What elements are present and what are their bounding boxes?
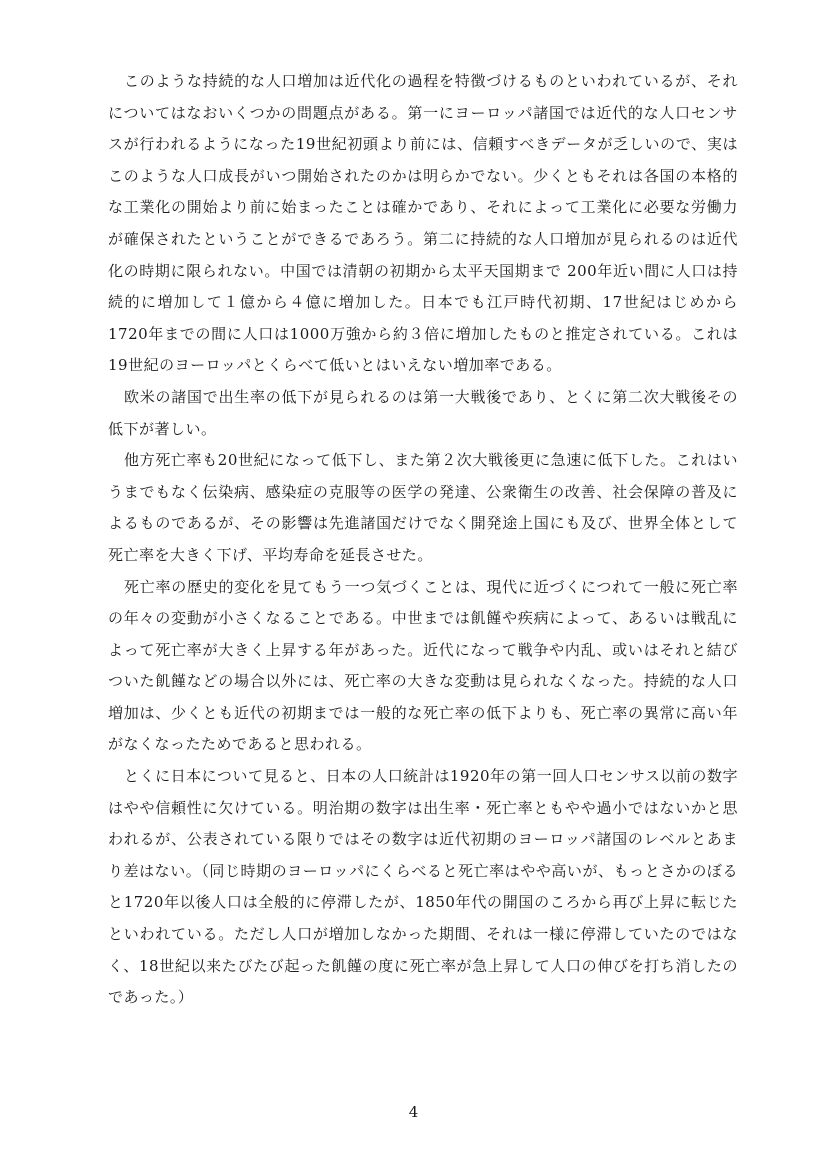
paragraph-death-rate: 他方死亡率も20世紀になって低下し、また第２次大戦後更に急速に低下した。これはいうまでもなく伝染病、感染症の克服等の医学の発達、公衆衛生の改善、社会保障の普及によるものであるが、その影響は先進諸国だけでなく開発途上国にも及び、世界全体として死亡率を大きく下げ、平均寿命を延長させた。 — [108, 451, 738, 564]
body-text — [108, 66, 738, 1014]
paragraph-japan-statistics: とくに日本について見ると、日本の人口統計は1920年の第一回人口センサス以前の数字はやや信頼性に欠けている。明治期の数字は出生率・死亡率ともやや過小ではないかと思われるが、公表されている限りではその数字は近代初期のヨーロッパ諸国のレベルとあまり差はない。（同じ時期のヨーロッパにくらべると死亡率はやや高いが、もっとさかのぼると1720年以後人口は全般的に停滞したが、1850年代の開国のころから再び上昇に転じたといわれている。ただし人口が増加しなかった期間、それは一様に停滞していたのではなく、18世紀以来たびたび起った飢饉の度に死亡率が急上昇して人口の伸びを打ち消したのであった。） — [108, 767, 738, 1007]
page-number: 4 — [408, 1103, 419, 1121]
paragraph-mortality-fluctuation: 死亡率の歴史的変化を見てもう一つ気づくことは、現代に近づくにつれて一般に死亡率の年々の変動が小さくなることである。中世までは飢饉や疾病によって、あるいは戦乱によって死亡率が大きく上昇する年があった。近代になって戦争や内乱、或いはそれと結びついた飢饉などの場合以外には、死亡率の大きな変動は見られなくなった。持続的な人口増加は、少くとも近代の初期までは一般的な死亡率の低下よりも、死亡率の異常に高い年がなくなったためであると思われる。 — [108, 577, 738, 754]
paragraph-population-growth: このような持続的な人口増加は近代化の過程を特徴づけるものといわれているが、それについてはなおいくつかの問題点がある。第一にヨーロッパ諸国では近代的な人口センサスが行われるようになった19世紀初頭より前には、信頼すべきデータが乏しいので、実はこのような人口成長がいつ開始されたのかは明らかでない。少くともそれは各国の本格的な工業化の開始より前に始まったことは確かであり、それによって工業化に必要な労働力が確保されたということができるであろう。第二に持続的な人口増加が見られるのは近代化の時期に限られない。中国では清朝の初期から太平天国期まで 200年近い間に人口は持続的に増加して１億から４億に増加した。日本でも江戸時代初期、17世紀はじめから1720年までの間に人口は1000万強から約３倍に増加したものと推定されている。これは19世紀のヨーロッパとくらべて低いとはいえない増加率である。 — [108, 72, 738, 375]
paragraph-birth-rate: 欧米の諸国で出生率の低下が見られるのは第一大戦後であり、とくに第二次大戦後その低下が著しい。 — [108, 387, 738, 438]
